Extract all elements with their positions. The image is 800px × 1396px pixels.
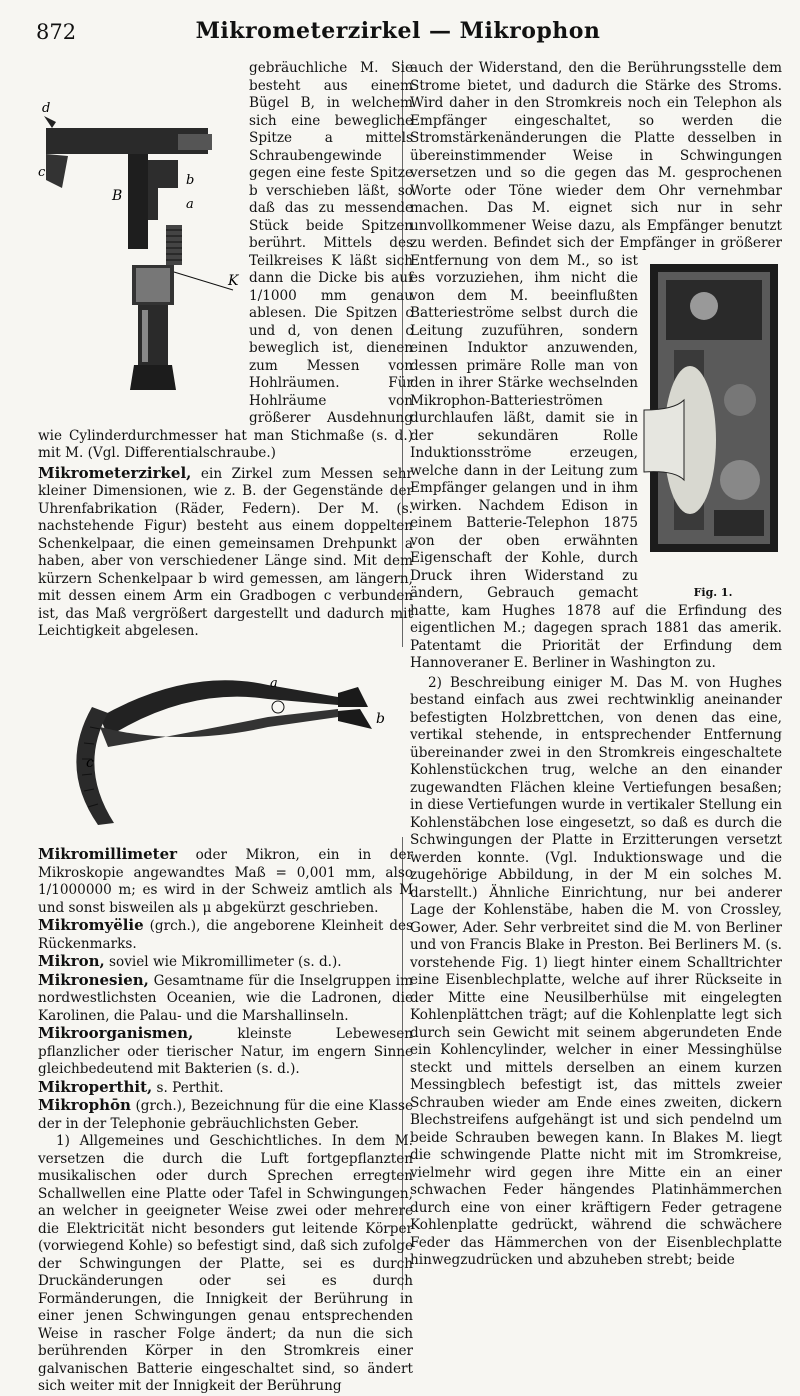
micrometer-caliper-figure (38, 60, 243, 412)
page-number: 872 (36, 20, 77, 44)
entry-mikrometerzirkel-text: ein Zirkel zum Messen sehr kleiner Dimensionen, wie z. B. der Gegenstände der Uhrenfabrikation (Räder, Federn). Der M. (s. nachstehende Figur) besteht aus einem doppelten Schenkelpaar, die einen gemeinsamen Drehpunkt a haben, aber von verschiedener Länge sind. Mit dem kürzern Schenkelpaar b wird gemessen, am längern, mit dessen einem Arm ein Gradbogen c verbunden ist, das Maß vergrößert dargestellt und dadurch mit Leichtigkeit abgelesen. (38, 465, 413, 639)
headword-mikromillimeter: Mikromillimeter (38, 845, 178, 863)
fig2-label-b: b (376, 710, 385, 727)
headword-mikrometerzirkel: Mikrometerzirkel, (38, 463, 192, 482)
entry-mikronesien-text: Gesamtname für die Inselgruppen im nordwestlichsten Oceanien, wie die Ladronen, die Karolinen, die Palau- und die Marshallinseln. (38, 972, 413, 1024)
entry-mikromillimeter-text: oder Mikron, ein in der Mikroskopie angewandtes Maß = 0,001 mm, also 1/1000000 m; es wird in der Schweiz amtlich als M und sonst bisweilen als μ abgekürzt geschrieben. (38, 847, 413, 916)
headword-mikron: Mikron, (38, 952, 105, 970)
fig1-label-b: b (186, 173, 195, 188)
section-allgemeines: 1) Allgemeines und Geschichtliches. In dem M. versetzen die durch die Luft fortgepflanzten musikalischen oder durch Sprechen erregten Schallwellen eine Platte oder Tafel in Schwingungen, an welcher in geeigneter Weise zwei oder mehrere die Elektricität nicht besonders gut leitende Körper (vorwiegend Kohle) so befestigt sind, daß sich zufolge der Schwingungen der Platte, sei es durch Druckänderungen oder sei es durch Formänderungen, die Innigkeit der Berührung in einer jenen Schwingungen genau entsprechenden Weise in rascher Folge ändert; da nun die sich berührenden Körper in den Stromkreis einer galvanischen Batterie eingeschaltet sind, so ändert sich weiter mit der Innigkeit der Berührung (38, 1133, 413, 1394)
headword-mikronesien: Mikronesien, (38, 970, 149, 989)
fig1-label-d: d (42, 101, 51, 116)
fig2-label-a: a (270, 675, 278, 691)
running-head (36, 14, 760, 48)
entry-mikromyelie (38, 917, 413, 953)
entry-mikrometerzirkel (38, 465, 413, 641)
right-column-text (410, 60, 782, 1292)
entry-mikromyelie-text: (grch.), die angeborene Kleinheit des Rückenmarks. (38, 918, 413, 952)
entry-mikroorganismen (38, 1025, 413, 1079)
entry-mikrophon-text: (grch.), Bezeichnung für die eine Klasse der in der Telephonie gebräuchlichsten Geber. (38, 1098, 413, 1132)
figure-caption: Fig. 1. (693, 585, 733, 599)
berliner-microphone-figure (644, 260, 782, 599)
entry-mikron (38, 953, 413, 972)
headword-mikrophon: Mikrophōn (38, 1096, 131, 1114)
entry-mikroperthit-text: s. Perthit. (152, 1079, 224, 1096)
headword-mikromyelie: Mikromyëlie (38, 916, 144, 934)
fig1-label-K: K (228, 273, 239, 289)
entry-mikromillimeter (38, 846, 413, 917)
headword-mikroperthit: Mikroperthit, (38, 1077, 153, 1096)
mikrophon-continued-text: auch der Widerstand, den die Berührungsstelle dem Strome bietet, und dadurch die Stärke des Stroms. Wird daher in den Stromkreis noch ein Telephon als Empfänger eingeschaltet, so werden die Stromstärkenänderungen die Platte desselben in übereinstimmender Weise in Schwingungen versetzen und so die gegen das M. gesprochenen Worte oder Töne wieder dem Ohr vernehmbar machen. Das M. eignet sich nur in sehr unvollkommener Weise dazu, als Empfänger benutzt zu werden. Befindet sich der Empfänger in größerer Entfernung von dem M., so ist es vorzuziehen, ihm nicht die von dem M. beeinflußten Batterieströme selbst durch die Leitung zuzuführen, sondern einen Induktor anzuwenden, dessen primäre Rolle man von den in ihrer Stärke wechselnden Mikrophon-Batterieströmen durchlaufen läßt, damit sie in der sekundären Rolle Induktionsströme erzeugen, welche dann in der Leitung zum Empfänger gelangen und in ihm wirken. Nachdem Edison in einem Batterie-Telephon 1875 von der oben erwähnten Eigenschaft der Kohle, durch Druck ihren Widerstand zu ändern, Gebrauch gemacht hatte, kam Hughes 1878 auf die Erfindung des eigentlichen M.; dagegen sprach 1881 das amerik. Patentamt die Priorität der Erfindung dem Hannoveraner E. Berliner in Washington zu. (410, 60, 782, 671)
headword-mikroorganismen: Mikroorganismen, (38, 1024, 194, 1042)
fig1-label-B: B (112, 188, 123, 204)
entry-mikrometer-text: gebräuchliche M. Sie besteht aus einem Bügel B, in welchem sich eine bewegliche Spitze a mittels Schraubengewinde gegen eine feste Spitze b verschieben läßt, so daß das zu messende Stück beide Spitzen berührt. Mittels des Teilkreises K läßt sich dann die Dicke bis auf 1/1000 mm genau ablesen. Die Spitzen c und d, von denen c beweglich ist, dienen zum Messen von Hohlräumen. Für Hohlräume von größerer Ausdehnung wie Cylinderdurchmesser hat man Stichmaße (s. d.) mit M. (Vgl. Differentialschraube.) (38, 60, 413, 461)
entry-mikron-text: soviel wie Mikromillimeter (s. d.). (104, 954, 342, 970)
micrometer-compass-figure (38, 647, 413, 837)
fig2-label-c: c (86, 754, 94, 771)
entry-mikroorganismen-text: kleinste Lebewesen pflanzlicher oder tierischer Natur, im engern Sinne gleichbedeutend mit Bakterien (s. d.). (38, 1026, 413, 1077)
section-beschreibung: 2) Beschreibung einiger M. Das M. von Hughes bestand einfach aus zwei rechtwinklig aneinander befestigten Holzbrettchen, von denen das eine, vertikal stehende, in entsprechender Entfernung übereinander zwei in den Stromkreis eingeschaltete Kohlenstückchen trug, welche an den einander zugewandten Flächen kleine Vertiefungen besaßen; in diese Vertiefungen wurde in vertikaler Stellung ein Kohlenstäbchen lose eingesetzt, so daß es durch die Schwingungen der Platte in Erzitterungen versetzt werden konnte. (Vgl. Induktionswage und die zugehörige Abbildung, in der M ein solches M. darstellt.) Ähnliche Einrichtung, nur bei anderer Lage der Kohlenstäbe, haben die M. von Crossley, Gower, Ader. Sehr verbreitet sind die M. von Berliner und von Francis Blake in Preston. Bei Berliners M. (s. vorstehende Fig. 1) liegt hinter einem Schalltrichter eine Eisenblechplatte, welche auf ihrer Rückseite in der Mitte eine Neusilberhülse mit eingelegten Kohlenplättchen trägt; auf die Kohlenplatte legt sich durch sein Gewicht mit seinem abgerundeten Ende ein Kohlencylinder, welcher in einer Messinghülse steckt und mittels derselben an einem kurzen Messingblech befestigt ist, das mittels zweier Schrauben wieder am Ende eines zweiten, dickern Blechstreifens aufgehängt ist und sich pendelnd um beide Schrauben bewegen kann. In Blakes M. liegt die schwingende Platte nicht mit im Stromkreise, vielmehr wird gegen ihre Mitte ein an einer schwachen Feder hängendes Platinhämmerchen durch eine von einer kräftigern Feder getragene Kohlenplatte gedrückt, während die schwächere Feder das Hämmerchen von der Eisenblechplatte hinwegzudrücken und abzuheben strebt; beide (410, 674, 782, 1268)
entry-mikroperthit (38, 1079, 413, 1098)
fig1-label-a: a (186, 197, 194, 212)
page-title: Mikrometerzirkel — Mikrophon (195, 18, 601, 44)
entry-mikrophon (38, 1097, 413, 1133)
left-column (38, 60, 413, 1394)
fig1-label-c: c (38, 165, 46, 180)
entry-mikronesien (38, 972, 413, 1026)
